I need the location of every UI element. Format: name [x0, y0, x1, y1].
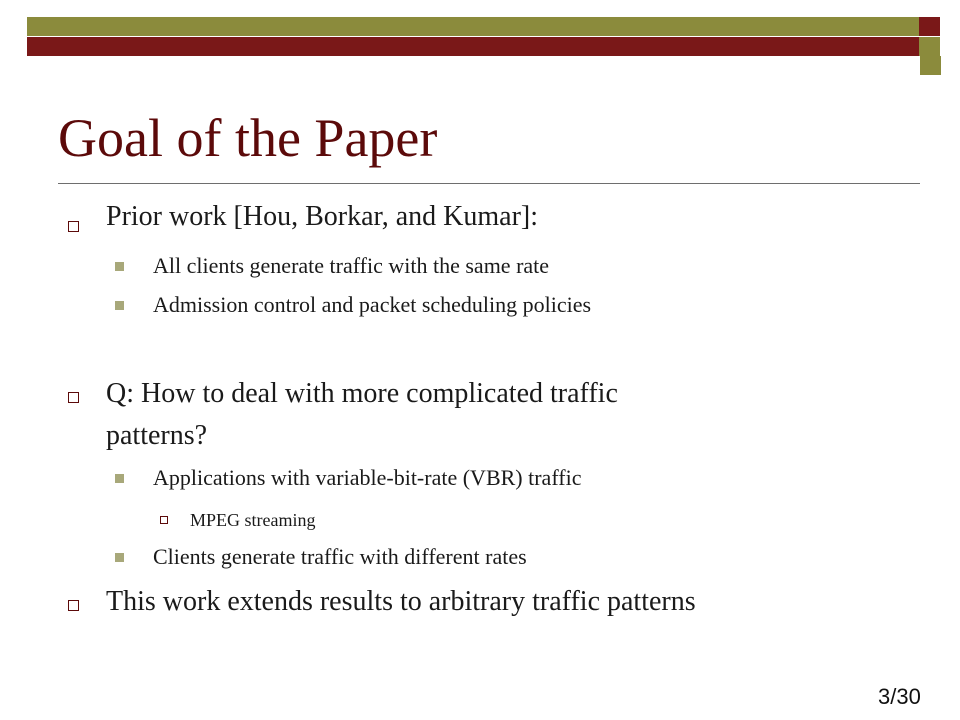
bullet-this-work: This work extends results to arbitrary traffic patterns: [106, 586, 696, 617]
bullet-question-line1: Q: How to deal with more complicated traffic: [106, 378, 618, 409]
hollow-square-bullet-icon: [68, 600, 79, 611]
bullet-vbr: Applications with variable-bit-rate (VBR) traffic: [153, 465, 582, 490]
header-bar-olive: [27, 17, 940, 36]
header-bar-maroon: [27, 37, 940, 56]
square-bullet-icon: [115, 553, 124, 562]
square-bullet-icon: [115, 301, 124, 310]
header-square-olive: [919, 37, 940, 56]
page-number: 3/30: [878, 684, 921, 709]
header-square-olive-lower: [919, 56, 941, 75]
small-hollow-square-bullet-icon: [160, 516, 168, 524]
header-square-maroon: [919, 17, 940, 36]
bullet-different-rates: Clients generate traffic with different rates: [153, 544, 527, 569]
bullet-same-rate: All clients generate traffic with the same rate: [153, 253, 550, 278]
square-bullet-icon: [115, 474, 124, 483]
hollow-square-bullet-icon: [68, 221, 79, 232]
bullet-question-line2: patterns?: [106, 420, 208, 451]
bullet-prior-work: Prior work [Hou, Borkar, and Kumar]:: [106, 201, 539, 232]
bullet-mpeg: MPEG streaming: [190, 510, 316, 530]
slide-title: Goal of the Paper: [58, 108, 438, 168]
square-bullet-icon: [115, 262, 124, 271]
title-divider: [58, 183, 920, 184]
bullet-admission-control: Admission control and packet scheduling policies: [153, 292, 592, 317]
hollow-square-bullet-icon: [68, 392, 79, 403]
